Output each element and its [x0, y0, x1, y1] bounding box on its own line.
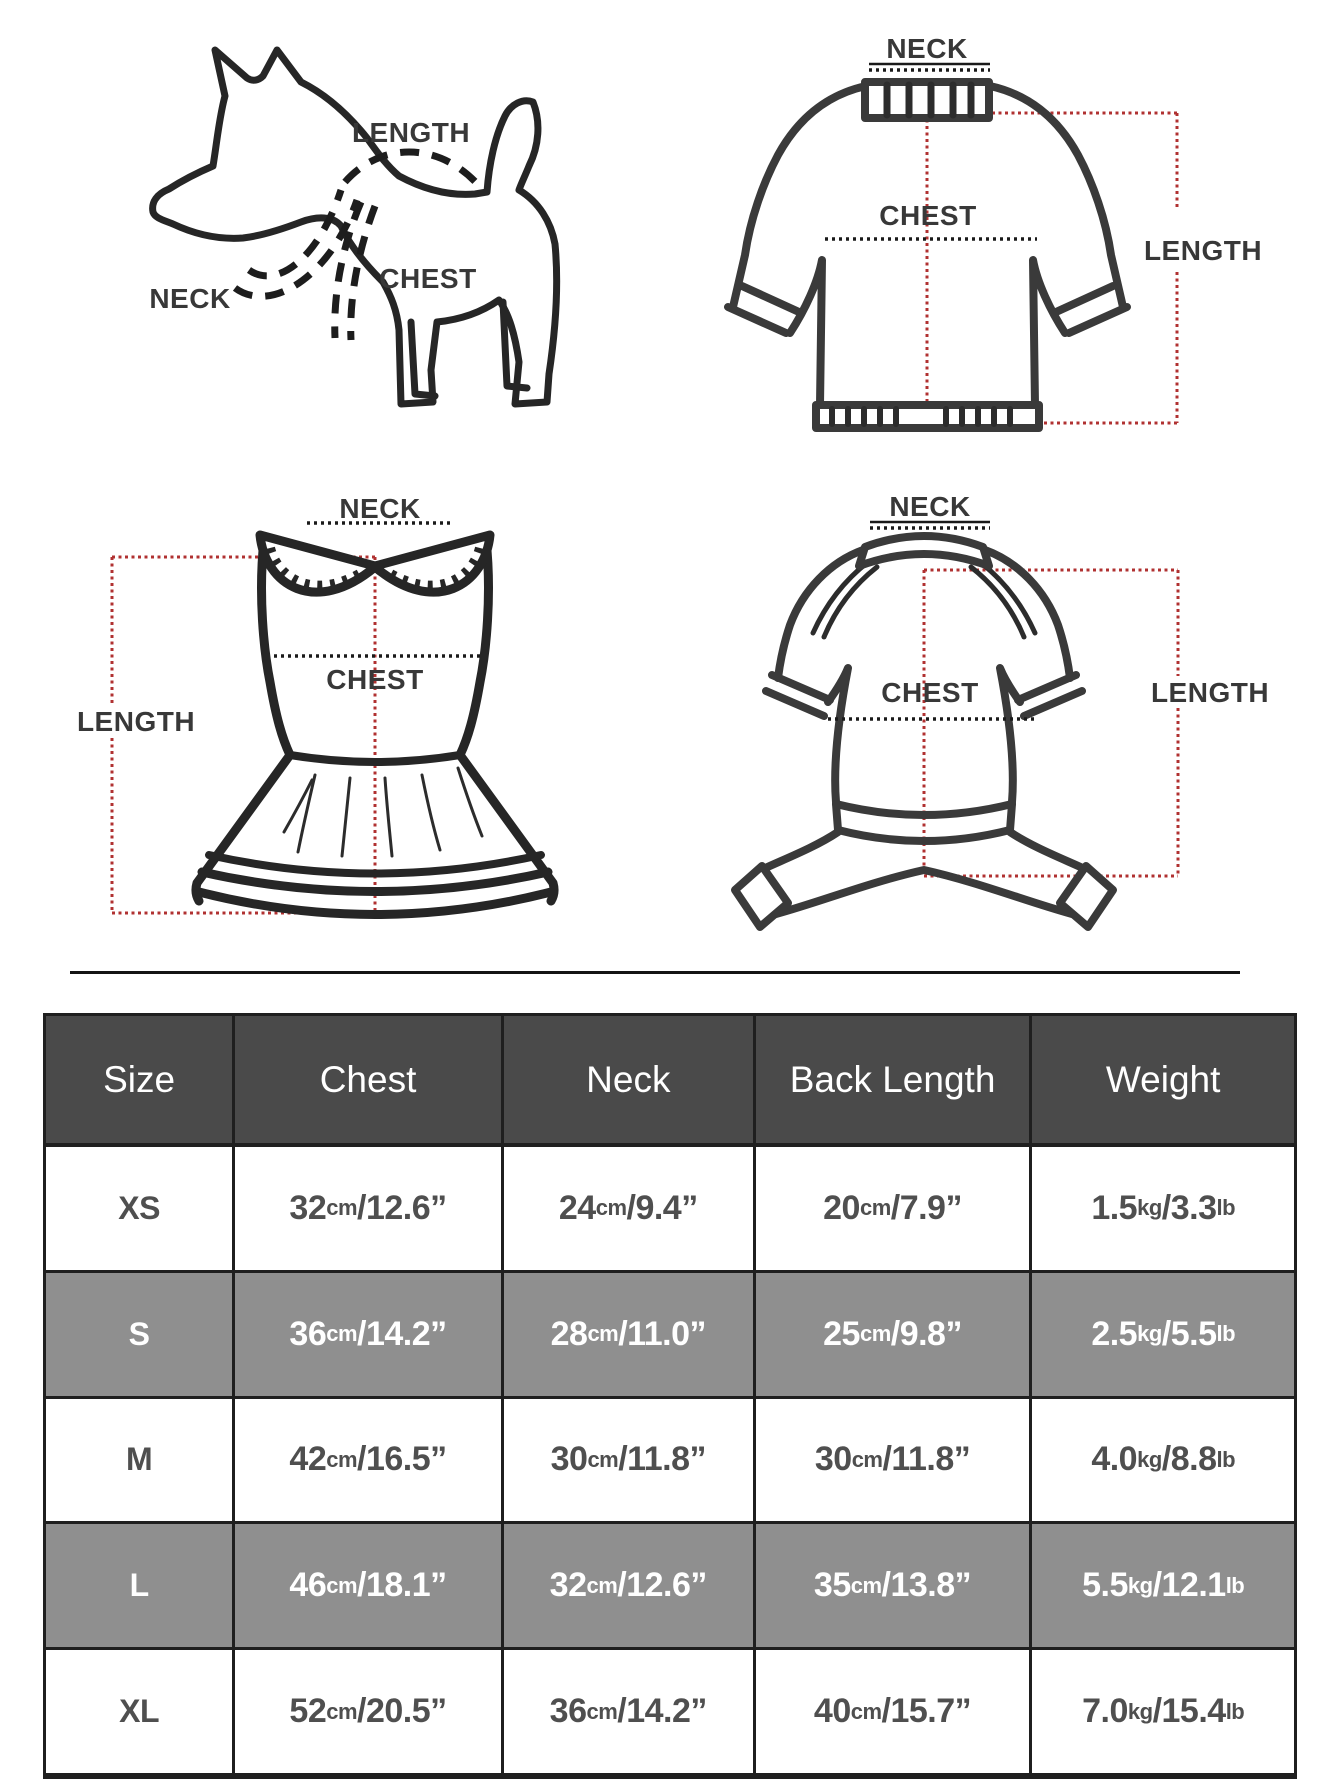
- table-cell-s-2: 25 cm /9.8”: [756, 1273, 1033, 1399]
- dress-waist-seam: [290, 755, 460, 762]
- size-label-l: L: [46, 1524, 235, 1650]
- sweater-neck-label: NECK: [886, 33, 968, 64]
- table-cell-s-1: 28 cm /11.0”: [504, 1273, 756, 1399]
- table-cell-m-0: 42 cm /16.5”: [235, 1399, 504, 1525]
- table-cell-xs-0: 32 cm /12.6”: [235, 1147, 504, 1273]
- dress-chest-label: CHEST: [326, 664, 424, 695]
- size-label-m: M: [46, 1399, 235, 1525]
- sweater-body-left: [790, 260, 822, 405]
- dog-measure-lines: [235, 152, 481, 340]
- jumpsuit-diagram: [660, 440, 1340, 950]
- jumpsuit-body-left: [828, 668, 848, 802]
- jumpsuit-body-right: [1000, 668, 1020, 802]
- dress-diagram: [60, 440, 560, 950]
- sweater-diagram: [650, 20, 1340, 440]
- jumpsuit-waistband: [836, 804, 1012, 841]
- jumpsuit-length-label: LENGTH: [1150, 677, 1270, 708]
- table-cell-l-0: 46 cm /18.1”: [235, 1524, 504, 1650]
- column-header-weight: Weight: [1032, 1016, 1294, 1147]
- table-cell-xl-0: 52 cm /20.5”: [235, 1650, 504, 1776]
- dog-silhouette: [153, 50, 557, 404]
- table-cell-m-2: 30 cm /11.8”: [756, 1399, 1033, 1525]
- sweater-collar: [865, 82, 989, 118]
- dog-measurement-diagram: [95, 30, 585, 430]
- column-header-back-length: Back Length: [756, 1016, 1033, 1147]
- table-cell-s-0: 36 cm /14.2”: [235, 1273, 504, 1399]
- sweater-body-right: [1033, 260, 1065, 405]
- column-header-size: Size: [46, 1016, 235, 1147]
- dress-length-label: LENGTH: [76, 706, 196, 737]
- sweater-hem: [816, 405, 1039, 428]
- jumpsuit-outline-group: [735, 536, 1113, 927]
- dog-neck-label: NECK: [149, 283, 231, 314]
- size-label-xs: XS: [46, 1147, 235, 1273]
- sweater-left-sleeve: [733, 86, 866, 307]
- dress-skirt-gathers: [284, 768, 482, 856]
- dog-outline: [153, 50, 557, 404]
- sweater-red-measure: [927, 113, 1177, 423]
- table-cell-xs-3: 1.5 kg /3.3 lb: [1032, 1147, 1294, 1273]
- sweater-chest-label: CHEST: [879, 200, 977, 231]
- dog-chest-label: CHEST: [379, 263, 477, 294]
- size-label-s: S: [46, 1273, 235, 1399]
- jumpsuit-collar: [859, 536, 989, 566]
- table-cell-xl-2: 40 cm /15.7”: [756, 1650, 1033, 1776]
- jumpsuit-left-leg-outer: [761, 832, 838, 870]
- column-header-neck: Neck: [504, 1016, 756, 1147]
- table-cell-m-3: 4.0 kg /8.8 lb: [1032, 1399, 1294, 1525]
- table-cell-s-3: 2.5 kg /5.5 lb: [1032, 1273, 1294, 1399]
- table-cell-xs-1: 24 cm /9.4”: [504, 1147, 756, 1273]
- table-cell-xl-1: 36 cm /14.2”: [504, 1650, 756, 1776]
- table-cell-l-2: 35 cm /13.8”: [756, 1524, 1033, 1650]
- dog-length-label: LENGTH: [351, 117, 471, 148]
- jumpsuit-left-leg-cuff: [735, 866, 788, 927]
- sweater-right-sleeve: [990, 86, 1123, 307]
- section-divider: [70, 971, 1240, 974]
- jumpsuit-right-leg-outer: [1010, 832, 1087, 870]
- dress-neck-label: NECK: [339, 493, 421, 524]
- table-cell-xs-2: 20 cm /7.9”: [756, 1147, 1033, 1273]
- table-cell-xl-3: 7.0 kg /15.4 lb: [1032, 1650, 1294, 1776]
- table-cell-l-3: 5.5 kg /12.1 lb: [1032, 1524, 1294, 1650]
- jumpsuit-chest-label: CHEST: [881, 677, 979, 708]
- jumpsuit-neck-label: NECK: [889, 491, 971, 522]
- dog-neck-dash-outer: [235, 200, 357, 296]
- size-label-xl: XL: [46, 1650, 235, 1776]
- table-cell-m-1: 30 cm /11.8”: [504, 1399, 756, 1525]
- sweater-length-label: LENGTH: [1143, 235, 1263, 266]
- size-table: [43, 1013, 1297, 1779]
- column-header-chest: Chest: [235, 1016, 504, 1147]
- table-cell-l-1: 32 cm /12.6”: [504, 1524, 756, 1650]
- jumpsuit-raglan-seams: [813, 562, 1035, 637]
